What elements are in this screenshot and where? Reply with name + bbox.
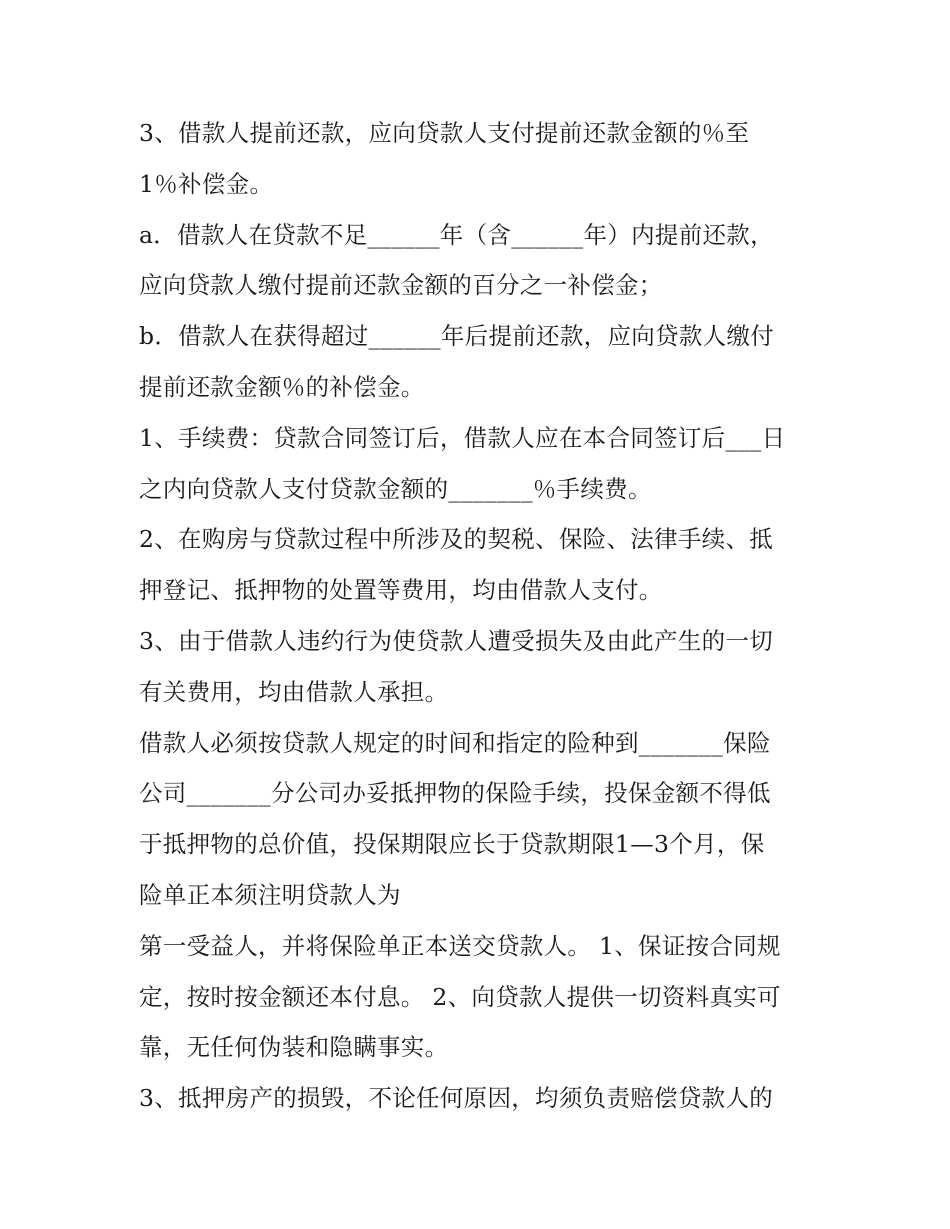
text-line: 1、手续费：贷款合同签订后，借款人应在本合同签订后___日 [139, 423, 786, 452]
text-line: 靠，无任何伪装和隐瞒事实。 [139, 1033, 449, 1062]
text-line: 借款人必须按贷款人规定的时间和指定的险种到_______保险 [139, 728, 771, 757]
text-line: 公司_______分公司办妥抵押物的保险手续，投保金额不得低 [139, 779, 771, 808]
text-line: 提前还款金额％的补偿金。 [139, 372, 425, 401]
text-line: a．借款人在贷款不足______年（含______年）内提前还款， [139, 220, 774, 249]
text-line: 应向贷款人缴付提前还款金额的百分之一补偿金； [139, 271, 663, 300]
text-line: 3、借款人提前还款，应向贷款人支付提前还款金额的％至 [139, 119, 750, 147]
text-line: 2、在购房与贷款过程中所涉及的契税、保险、法律手续、抵 [139, 525, 774, 554]
document-body [139, 108, 819, 1124]
text-line: b．借款人在获得超过______年后提前还款，应向贷款人缴付 [139, 322, 775, 351]
text-line: 有关费用，均由借款人承担。 [139, 677, 449, 706]
text-line: 于抵押物的总价值，投保期限应长于贷款期限1—3个月，保 [139, 830, 765, 859]
text-line: 险单正本须注明贷款人为 [139, 880, 401, 909]
text-line: 3、由于借款人违约行为使贷款人遭受损失及由此产生的一切 [139, 626, 774, 655]
text-line: 3、抵押房产的损毁，不论任何原因，均须负责赔偿贷款人的 [139, 1084, 774, 1113]
text-line: 1％补偿金。 [139, 169, 274, 198]
text-line: 定，按时按金额还本付息。 2、向贷款人提供一切资料真实可 [139, 982, 781, 1011]
text-line: 押登记、抵押物的处置等费用，均由借款人支付。 [139, 576, 663, 605]
text-line: 第一受益人，并将保险单正本送交贷款人。 1、保证按合同规 [139, 931, 781, 960]
text-line: 之内向贷款人支付贷款金额的_______％手续费。 [139, 474, 652, 503]
